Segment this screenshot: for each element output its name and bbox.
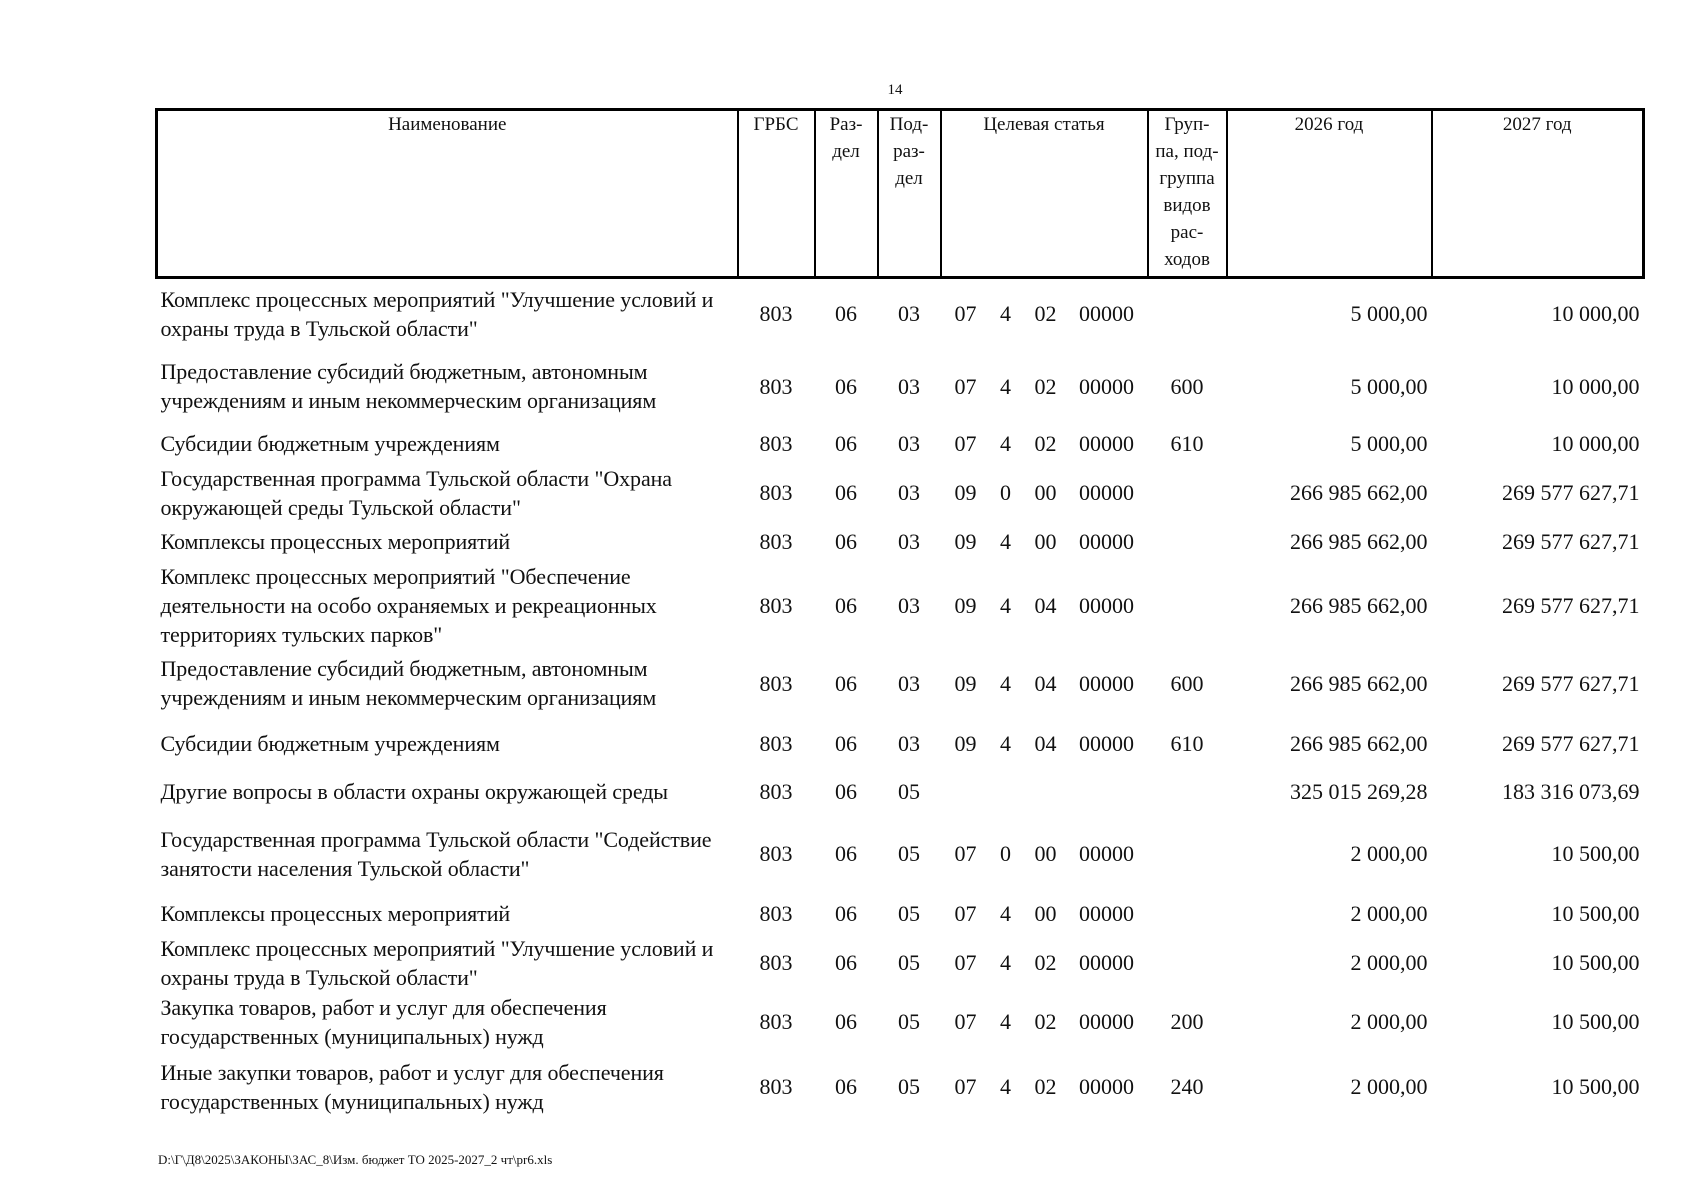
target-article-part: 00000 [1079, 301, 1134, 327]
row-amount-2026: 325 015 269,28 [1290, 779, 1428, 804]
row-grbs: 803 [759, 592, 793, 618]
row-amount-2027: 269 577 627,71 [1502, 592, 1640, 618]
table-row [157, 424, 1644, 464]
table-row [157, 934, 1644, 992]
row-razdel: 06 [835, 529, 857, 554]
row-razdel: 06 [835, 592, 857, 618]
row-name: Закупка товаров, работ и услуг для обеспечения государственных (муниципальных) нужд [160, 994, 607, 1049]
target-article-part: 00000 [1079, 480, 1134, 505]
row-expense-group [1148, 934, 1227, 992]
row-target-article [941, 770, 1148, 814]
target-article-part: 4 [1000, 373, 1011, 399]
row-razdel: 06 [835, 431, 857, 456]
target-article-part: 4 [1000, 301, 1011, 327]
target-article-part: 02 [1034, 431, 1057, 456]
target-article-part: 4 [1000, 1009, 1011, 1034]
row-target-article [941, 464, 1148, 522]
row-amount-2027: 269 577 627,71 [1502, 480, 1640, 505]
row-grbs: 803 [759, 301, 793, 327]
header-2027: 2027 год [1432, 110, 1644, 278]
row-podrazdel: 05 [898, 1009, 920, 1034]
header-2026: 2026 год [1227, 110, 1432, 278]
row-amount-2027: 10 500,00 [1551, 1009, 1640, 1034]
row-amount-2026: 2 000,00 [1350, 1009, 1428, 1034]
table-row [157, 649, 1644, 718]
target-article-part: 09 [954, 670, 977, 696]
file-path-footer: D:\Г\Д8\2025\ЗАКОНЫ\ЗАС_8\Изм. бюджет ТО 2025-2027_2 чт\pr6.xls [158, 1152, 553, 1167]
target-article-part: 00000 [1079, 950, 1134, 975]
row-expense-group: 240 [1170, 1074, 1204, 1099]
row-target-article [941, 522, 1148, 562]
target-article-part: 4 [1000, 431, 1011, 456]
row-grbs: 803 [759, 841, 793, 866]
row-razdel: 06 [835, 301, 857, 327]
target-article-part: 02 [1034, 950, 1057, 975]
target-article-part: 02 [1034, 373, 1057, 399]
target-article-part: 00000 [1079, 670, 1134, 696]
target-article-part: 07 [954, 901, 977, 926]
row-razdel: 06 [835, 1009, 857, 1034]
row-target-article [941, 1052, 1148, 1122]
row-target-article [941, 649, 1148, 718]
row-amount-2026: 266 985 662,00 [1290, 529, 1428, 554]
target-article-part: 4 [1000, 950, 1011, 975]
target-article-part: 07 [954, 431, 977, 456]
target-article-part: 00000 [1079, 529, 1134, 554]
row-target-article [941, 278, 1148, 349]
row-target-article [941, 424, 1148, 464]
target-article-part: 4 [1000, 529, 1011, 554]
row-amount-2026: 266 985 662,00 [1290, 480, 1428, 505]
target-article-part: 09 [954, 529, 977, 554]
target-article-part: 02 [1034, 1074, 1057, 1099]
row-amount-2026: 2 000,00 [1350, 1074, 1428, 1099]
row-podrazdel: 03 [898, 373, 920, 399]
row-name: Предоставление субсидий бюджетным, автономным учреждениям и иным некоммерческим организациям [160, 359, 657, 413]
row-grbs: 803 [759, 670, 793, 696]
row-razdel: 06 [835, 901, 857, 926]
table-row [157, 522, 1644, 562]
row-amount-2027: 10 500,00 [1551, 1074, 1640, 1099]
target-article-part: 4 [1000, 731, 1011, 756]
row-expense-group [1148, 894, 1227, 934]
row-amount-2027: 10 000,00 [1551, 301, 1640, 327]
row-podrazdel: 05 [898, 1074, 920, 1099]
header-grbs: ГРБС [738, 110, 815, 278]
row-razdel: 06 [835, 480, 857, 505]
header-target-article: Целевая статья [941, 110, 1148, 278]
row-amount-2026: 266 985 662,00 [1290, 670, 1428, 696]
budget-table [155, 108, 1645, 1122]
row-razdel: 06 [835, 373, 857, 399]
target-article-part: 4 [1000, 670, 1011, 696]
target-article-part: 0 [1000, 480, 1011, 505]
row-target-article [941, 562, 1148, 649]
target-article-part: 04 [1034, 592, 1057, 618]
row-grbs: 803 [759, 901, 793, 926]
table-row [157, 814, 1644, 894]
target-article-part: 02 [1034, 1009, 1057, 1034]
row-razdel: 06 [835, 841, 857, 866]
row-grbs: 803 [759, 731, 793, 756]
row-expense-group [1148, 562, 1227, 649]
row-target-article [941, 894, 1148, 934]
row-expense-group: 610 [1170, 731, 1204, 756]
target-article-part: 00000 [1079, 841, 1134, 866]
table-row [157, 349, 1644, 424]
row-name: Предоставление субсидий бюджетным, автономным учреждениям и иным некоммерческим организациям [160, 656, 657, 710]
target-article-part: 00 [1034, 901, 1057, 926]
target-article-part: 4 [1000, 1074, 1011, 1099]
row-name: Комплексы процессных мероприятий [160, 529, 511, 554]
row-name: Другие вопросы в области охраны окружающей среды [160, 779, 668, 804]
row-razdel: 06 [835, 670, 857, 696]
row-amount-2026: 2 000,00 [1350, 841, 1428, 866]
row-amount-2027: 269 577 627,71 [1502, 670, 1640, 696]
row-razdel: 06 [835, 779, 857, 804]
page-number: 14 [887, 82, 903, 98]
row-amount-2026: 2 000,00 [1350, 901, 1428, 926]
row-amount-2027: 10 000,00 [1551, 373, 1640, 399]
row-amount-2026: 266 985 662,00 [1290, 731, 1428, 756]
row-expense-group [1148, 770, 1227, 814]
row-expense-group: 600 [1170, 373, 1204, 399]
target-article-part: 07 [954, 373, 977, 399]
table-row [157, 562, 1644, 649]
row-name: Иные закупки товаров, работ и услуг для обеспечения государственных (муниципальных) нужд [160, 1059, 664, 1114]
row-amount-2027: 10 000,00 [1551, 431, 1640, 456]
row-name: Субсидии бюджетным учреждениям [160, 731, 500, 756]
row-amount-2027: 183 316 073,69 [1502, 779, 1640, 804]
target-article-part: 04 [1034, 670, 1057, 696]
row-podrazdel: 03 [898, 431, 920, 456]
row-name: Субсидии бюджетным учреждениям [160, 431, 500, 456]
target-article-part: 00000 [1079, 1009, 1134, 1034]
target-article-part: 00 [1034, 480, 1057, 505]
target-article-part: 00000 [1079, 731, 1134, 756]
row-amount-2026: 5 000,00 [1350, 431, 1428, 456]
header-name: Наименование [157, 110, 738, 278]
table-row [157, 992, 1644, 1052]
target-article-part: 07 [954, 841, 977, 866]
row-amount-2027: 10 500,00 [1551, 841, 1640, 866]
row-podrazdel: 05 [898, 950, 920, 975]
target-article-part: 00000 [1079, 373, 1134, 399]
row-podrazdel: 03 [898, 670, 920, 696]
header-expense-group: Груп- па, под- группа видов рас- ходов [1148, 110, 1227, 278]
row-name: Государственная программа Тульской области "Охрана окружающей среды Тульской области" [160, 465, 672, 520]
row-expense-group [1148, 464, 1227, 522]
row-grbs: 803 [759, 529, 793, 554]
row-podrazdel: 03 [898, 592, 920, 618]
row-expense-group: 610 [1170, 431, 1204, 456]
row-podrazdel: 03 [898, 480, 920, 505]
row-grbs: 803 [759, 431, 793, 456]
row-target-article [941, 814, 1148, 894]
row-podrazdel: 05 [898, 779, 920, 804]
row-name: Комплекс процессных мероприятий "Улучшение условий и охраны труда в Тульской области" [160, 286, 714, 341]
row-expense-group [1148, 278, 1227, 349]
row-amount-2026: 2 000,00 [1350, 950, 1428, 975]
target-article-part: 09 [954, 592, 977, 618]
row-expense-group [1148, 522, 1227, 562]
table-row [157, 718, 1644, 770]
header-podrazdel: Под- раз- дел [878, 110, 941, 278]
target-article-part: 4 [1000, 592, 1011, 618]
row-expense-group [1148, 814, 1227, 894]
row-razdel: 06 [835, 950, 857, 975]
table-row [157, 894, 1644, 934]
row-grbs: 803 [759, 1074, 793, 1099]
table-row [157, 464, 1644, 522]
target-article-part: 09 [954, 480, 977, 505]
table-row [157, 770, 1644, 814]
table-row [157, 278, 1644, 349]
row-target-article [941, 992, 1148, 1052]
row-podrazdel: 05 [898, 841, 920, 866]
row-target-article [941, 349, 1148, 424]
target-article-part: 00000 [1079, 901, 1134, 926]
target-article-part: 00000 [1079, 1074, 1134, 1099]
row-podrazdel: 03 [898, 529, 920, 554]
row-amount-2027: 269 577 627,71 [1502, 731, 1640, 756]
target-article-part: 00000 [1079, 592, 1134, 618]
row-razdel: 06 [835, 1074, 857, 1099]
row-expense-group: 600 [1170, 670, 1204, 696]
target-article-part: 07 [954, 1009, 977, 1034]
row-amount-2026: 5 000,00 [1350, 373, 1428, 399]
row-grbs: 803 [759, 480, 793, 505]
row-amount-2027: 269 577 627,71 [1502, 529, 1640, 554]
row-target-article [941, 718, 1148, 770]
target-article-part: 00 [1034, 841, 1057, 866]
row-expense-group: 200 [1170, 1009, 1204, 1034]
target-article-part: 07 [954, 950, 977, 975]
row-grbs: 803 [759, 779, 793, 804]
target-article-part: 07 [954, 1074, 977, 1099]
row-amount-2027: 10 500,00 [1551, 901, 1640, 926]
row-podrazdel: 05 [898, 901, 920, 926]
row-razdel: 06 [835, 731, 857, 756]
target-article-part: 07 [954, 301, 977, 327]
row-name: Комплекс процессных мероприятий "Обеспечение деятельности на особо охраняемых и рекреационных территориях тульских парков" [160, 563, 657, 647]
row-name: Государственная программа Тульской области "Содействие занятости населения Тульской области" [160, 826, 712, 881]
row-grbs: 803 [759, 373, 793, 399]
target-article-part: 09 [954, 731, 977, 756]
row-amount-2026: 266 985 662,00 [1290, 592, 1428, 618]
row-grbs: 803 [759, 1009, 793, 1034]
row-podrazdel: 03 [898, 731, 920, 756]
target-article-part: 04 [1034, 731, 1057, 756]
table-header-row [157, 110, 1644, 278]
table-row [157, 1052, 1644, 1122]
target-article-part: 02 [1034, 301, 1057, 327]
row-target-article [941, 934, 1148, 992]
target-article-part: 4 [1000, 901, 1011, 926]
row-name: Комплекс процессных мероприятий "Улучшение условий и охраны труда в Тульской области" [160, 935, 714, 990]
row-podrazdel: 03 [898, 301, 920, 327]
target-article-part: 00000 [1079, 431, 1134, 456]
row-grbs: 803 [759, 950, 793, 975]
row-amount-2027: 10 500,00 [1551, 950, 1640, 975]
row-name: Комплексы процессных мероприятий [160, 901, 511, 926]
target-article-part: 00 [1034, 529, 1057, 554]
row-amount-2026: 5 000,00 [1350, 301, 1428, 327]
target-article-part: 0 [1000, 841, 1011, 866]
header-razdel: Раз- дел [815, 110, 878, 278]
